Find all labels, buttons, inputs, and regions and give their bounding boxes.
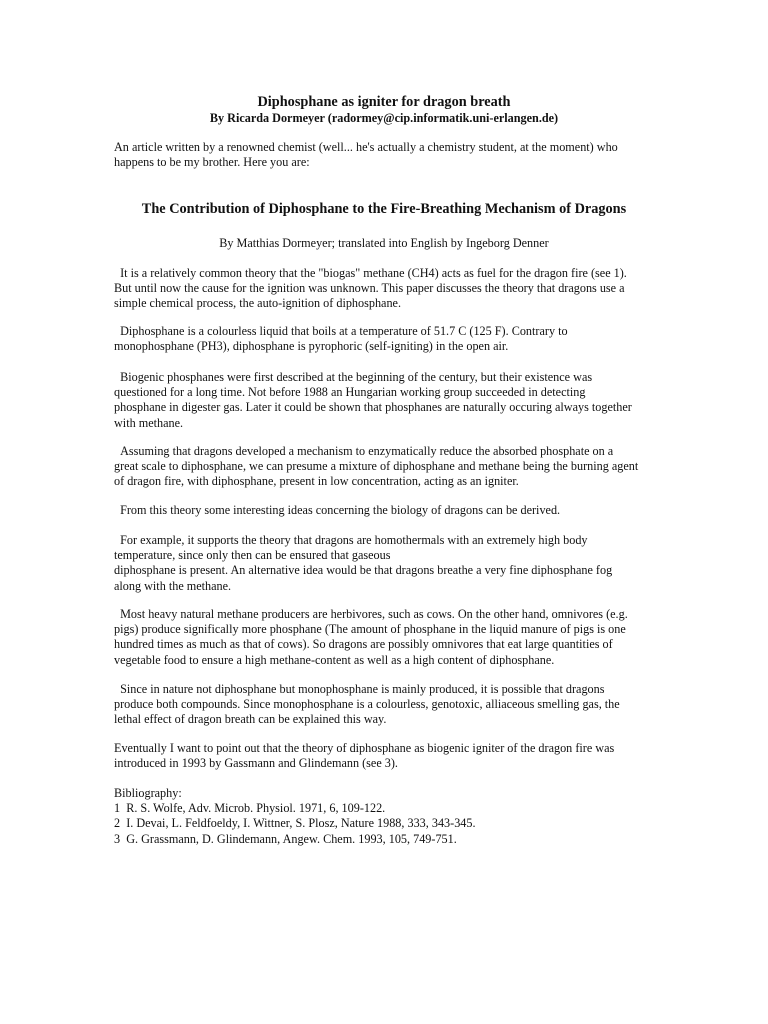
header [114,94,654,126]
bibliography-entry: 1 R. S. Wolfe, Adv. Microb. Physiol. 1971, 6, 109-122. [114,801,386,816]
intro-paragraph: An article written by a renowned chemist (well... he's actually a chemistry student, at the moment) who happens to be my brother. Here you are: [114,140,618,170]
paragraph-8: Since in nature not diphosphane but monophosphane is mainly produced, it is possible that dragons produce both compounds. Since monophosphane is a colourless, genotoxic, alliaceous smelling gas, the lethal effect of dragon breath can be explained this way. [114,682,620,727]
paragraph-7: Most heavy natural methane producers are herbivores, such as cows. On the other hand, omnivores (e.g. pigs) produce significally more phosphane (The amount of phosphane in the liquid manure of pigs is one hundred times as much as that of cows). So dragons are possibly omnivores that eat large quantities of vegetable food to ensure a high methane-content as well as a high content of diphosphane. [114,607,628,667]
article-byline: By Matthias Dormeyer; translated into English by Ingeborg Denner [219,236,549,250]
paragraph-6: For example, it supports the theory that dragons are homothermals with an extremely high body temperature, since only then can be ensured that gaseous diphosphane is present. An alternative idea would be that dragons breathe a very fine diphosphane fog along with the methane. [114,533,613,593]
author-byline: By Ricarda Dormeyer (radormey@cip.informatik.uni-erlangen.de) [209,111,559,125]
article-title: The Contribution of Diphosphane to the Fire-Breathing Mechanism of Dragons [141,201,627,217]
paragraph-3: Biogenic phosphanes were first described at the beginning of the century, but their existence was questioned for a long time. Not before 1988 an Hungarian working group succeeded in detecting phosphane in digester gas. Later it could be shown that phosphanes are naturally occuring always together with methane. [114,370,632,430]
bibliography [114,786,659,847]
page-title: Diphosphane as igniter for dragon breath [257,94,511,110]
bibliography-entry: 3 G. Grassmann, D. Glindemann, Angew. Chem. 1993, 105, 749-751. [114,831,457,846]
paragraph-4: Assuming that dragons developed a mechanism to enzymatically reduce the absorbed phosphate on a great scale to diphosphane, we can presume a mixture of diphosphane and methane being the burning agent of dragon fire, with diphosphane, present in low concentration, acting as an igniter. [114,444,639,489]
paragraph-2: Diphosphane is a colourless liquid that boils at a temperature of 51.7 C (125 F). Contrary to monophosphane (PH3), diphosphane is pyrophoric (self-igniting) in the open air. [114,324,568,354]
bibliography-heading: Bibliography: [114,786,182,800]
paragraph-5: From this theory some interesting ideas concerning the biology of dragons can be derived. [114,503,561,517]
paragraph-9: Eventually I want to point out that the theory of diphosphane as biogenic igniter of the dragon fire was introduced in 1993 by Gassmann and Glindemann (see 3). [114,741,615,771]
paragraph-1: It is a relatively common theory that the "biogas" methane (CH4) acts as fuel for the dragon fire (see 1). But until now the cause for the ignition was unknown. This paper discusses the theory that dragons use a simple chemical process, the auto-ignition of diphosphane. [114,266,627,311]
bibliography-entry: 2 I. Devai, L. Feldfoeldy, I. Wittner, S. Plosz, Nature 1988, 333, 343-345. [114,816,476,831]
